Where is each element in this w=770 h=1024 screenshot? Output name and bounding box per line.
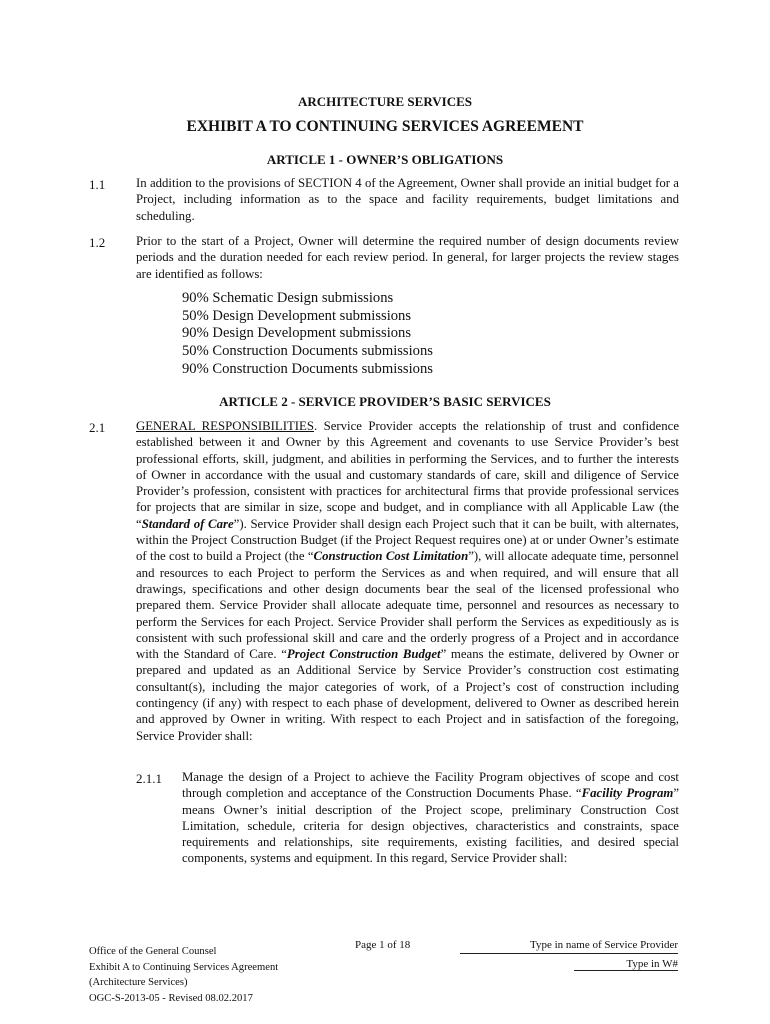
- section-1-1-number: 1.1: [89, 177, 106, 192]
- footer-services: (Architecture Services): [89, 977, 188, 989]
- defined-term: Facility Program: [581, 786, 674, 801]
- architecture-services-heading: ARCHITECTURE SERVICES: [297, 94, 472, 109]
- general-responsibilities-heading: GENERAL RESPONSIBILITIES: [136, 419, 314, 433]
- footer-fields: [460, 939, 678, 971]
- section-1-2-number: 1.2: [89, 235, 106, 250]
- page-number: Page 1 of 18: [355, 939, 411, 951]
- service-provider-name-field[interactable]: Type in name of Service Provider: [460, 939, 678, 954]
- list-item: 90% Design Development submissions: [182, 325, 412, 342]
- footer-office-block: [89, 944, 278, 1006]
- footer-office: Office of the General Counsel: [89, 946, 217, 957]
- section-2-1-number: 2.1: [89, 420, 106, 435]
- list-item: 50% Construction Documents submissions: [182, 343, 433, 360]
- section-2-1-1-text: Manage the design of a Project to achieve the Facility Program objectives of scope and cost through completion and acceptance of the Construction Documents Phase. “Facility Program” means Owner’s initial description of the Project scope, preliminary Construction Cost Limitation, schedule, criteria for design objectives, characteristics and constraints, space requirements and relationships, site requirements, existing facilities, and desired special components, systems and equipment. In this regard, Service Provider shall:: [182, 770, 679, 866]
- exhibit-title: EXHIBIT A TO CONTINUING SERVICES AGREEMENT: [186, 118, 584, 135]
- section-1-2-text: Prior to the start of a Project, Owner will determine the required number of design documents review periods and the duration needed for each review period. In general, for larger projects the review stages are identified as follows:: [136, 234, 679, 281]
- w-number-field[interactable]: Type in W#: [574, 958, 678, 971]
- section-2-1-text: GENERAL RESPONSIBILITIES. Service Provider accepts the relationship of trust and confidence established between it and Owner by this Agreement and covenants to use Service Provider’s best professional efforts, skill, judgment, and abilities in performing the Services, and to further the interests of Owner in accordance with the usual and customary standards of care, skill and diligence of Service Provider’s profession, consistent with practices for architectural firms that provide professional services for projects that are similar in size, scope and budget, and in compliance with all Applicable Law (the “Standard of Care”). Service Provider shall design each Project such that it can be built, with alternates, within the Project Construction Budget (if the Project Request requires one) at or under Owner’s estimate of the cost to build a Project (the “Construction Cost Limitation”), will allocate adequate time, personnel and resources to each Project to perform the Services as and when required, and will ensure that all drawings, specifications and other design documents bear the seal of the licensed professional who prepared them. Service Provider shall allocate adequate time, personnel and resources as necessary to perform the Services for each Project. Service Provider shall perform the Services as expeditiously as is consistent with such professional skill and care and the orderly progress of a Project and in accordance with the Standard of Care. “Project Construction Budget” means the estimate, delivered by Owner or prepared and updated as an Additional Service by Service Provider’s construction cost estimating consultant(s), including the major categories of work, of a Project’s cost of construction including contingency (if any) with respect to each phase of development, delivered to Owner as described herein and approved by Owner in writing. With respect to each Project and in satisfaction of the foregoing, Service Provider shall:: [136, 419, 680, 743]
- defined-term: Standard of Care: [141, 516, 234, 531]
- defined-term: Project Construction Budget: [286, 647, 441, 662]
- review-stages-list: [182, 290, 433, 379]
- list-item: 90% Schematic Design submissions: [182, 290, 394, 306]
- section-1-1-text: In addition to the provisions of SECTION 4 of the Agreement, Owner shall provide an initial budget for a Project, including information as to the space and facility requirements, budget limitations and scheduling.: [136, 176, 679, 223]
- defined-term: Construction Cost Limitation: [313, 549, 469, 564]
- footer-revision: OGC-S-2013-05 - Revised 08.02.2017: [89, 992, 253, 1004]
- article-1-heading: ARTICLE 1 - OWNER’S OBLIGATIONS: [266, 152, 504, 167]
- footer-exhibit: Exhibit A to Continuing Services Agreement: [89, 961, 279, 973]
- article-2-heading: ARTICLE 2 - SERVICE PROVIDER’S BASIC SERVICES: [219, 394, 551, 409]
- list-item: 90% Construction Documents submissions: [182, 360, 433, 377]
- section-2-1-1-number: 2.1.1: [136, 771, 162, 786]
- list-item: 50% Design Development submissions: [182, 307, 412, 324]
